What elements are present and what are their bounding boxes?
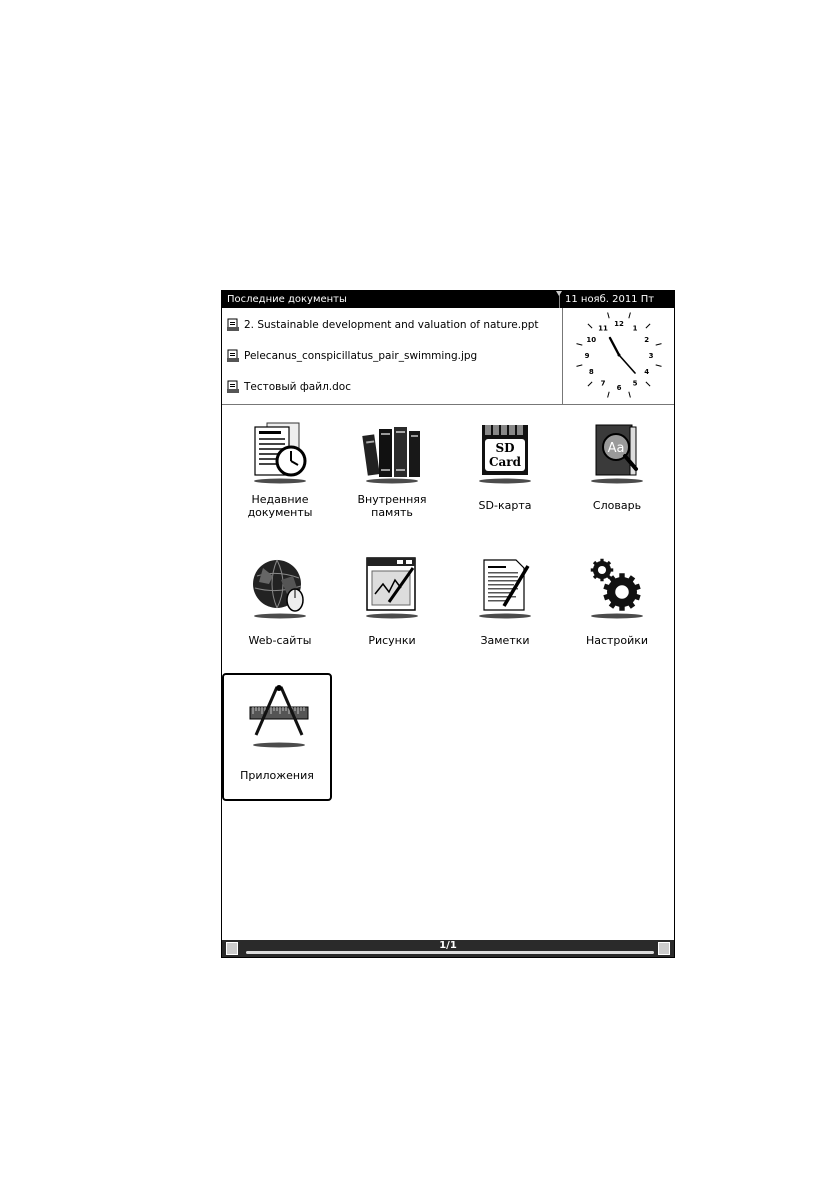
menu-label: Настройки bbox=[585, 634, 649, 647]
recent-document-item[interactable] bbox=[226, 378, 351, 396]
document-icon bbox=[226, 380, 240, 394]
clock-tick bbox=[646, 324, 650, 328]
clock-tick bbox=[608, 392, 610, 398]
document-icon bbox=[226, 349, 240, 363]
clock-tick bbox=[576, 365, 582, 367]
menu-label: SD-карта bbox=[478, 499, 532, 512]
clock-tick bbox=[629, 312, 631, 318]
gear-icon bbox=[584, 554, 650, 620]
recent-document-name: Pelecanus_conspicillatus_pair_swimming.jpg bbox=[244, 350, 478, 362]
recent-documents-icon bbox=[247, 419, 313, 485]
menu-label: Рисунки bbox=[368, 634, 416, 647]
page-indicator: 1/1 bbox=[439, 940, 457, 951]
recent-document-item[interactable] bbox=[226, 347, 477, 365]
clock-tick bbox=[608, 312, 610, 318]
clock-tick bbox=[576, 344, 582, 346]
globe-icon bbox=[247, 554, 313, 620]
dictionary-icon bbox=[584, 419, 650, 485]
clock-numeral: 6 bbox=[616, 384, 622, 392]
pin-icon bbox=[559, 291, 560, 308]
clock-numeral: 7 bbox=[600, 379, 606, 388]
sd-card-icon bbox=[472, 419, 538, 485]
menu-label: Внутренняя память bbox=[357, 493, 427, 519]
page-scrollbar[interactable] bbox=[246, 951, 654, 954]
clock-tick bbox=[656, 365, 662, 367]
menu-label: Приложения bbox=[240, 769, 314, 782]
menu-sd-card[interactable] bbox=[450, 411, 560, 539]
recent-documents-list bbox=[222, 308, 562, 405]
battery-icon bbox=[658, 942, 670, 955]
hour-hand bbox=[610, 338, 619, 355]
clock-numeral: 11 bbox=[598, 324, 608, 333]
dictionary-aa-text: Aa bbox=[607, 441, 625, 456]
compass-icon bbox=[246, 683, 312, 749]
clock-numeral: 8 bbox=[588, 368, 594, 376]
reader-home-screen bbox=[221, 290, 675, 958]
menu-internal-memory[interactable] bbox=[337, 411, 447, 539]
clock-tick bbox=[588, 382, 592, 386]
clock-widget bbox=[562, 308, 675, 405]
recent-document-item[interactable] bbox=[226, 316, 539, 334]
clock-tick bbox=[646, 382, 650, 386]
clock-numeral: 9 bbox=[584, 352, 590, 360]
bottom-bar bbox=[222, 940, 674, 957]
menu-notes[interactable] bbox=[450, 546, 560, 674]
menu-label: Web-сайты bbox=[248, 634, 312, 647]
menu-recent-documents[interactable] bbox=[225, 411, 335, 539]
drawing-icon bbox=[359, 554, 425, 620]
clock-numeral: 2 bbox=[644, 336, 650, 344]
analog-clock-icon bbox=[563, 308, 675, 404]
clock-numeral: 5 bbox=[632, 379, 638, 388]
recent-documents-title: Последние документы bbox=[227, 294, 347, 305]
menu-settings[interactable] bbox=[562, 546, 672, 674]
menu-websites[interactable] bbox=[225, 546, 335, 674]
recent-document-name: Тестовый файл.doc bbox=[244, 381, 351, 393]
clock-tick bbox=[588, 324, 592, 328]
menu-dictionary[interactable] bbox=[562, 411, 672, 539]
books-icon bbox=[359, 419, 425, 485]
clock-numeral: 3 bbox=[648, 352, 654, 360]
notes-icon bbox=[472, 554, 538, 620]
date-label: 11 нояб. 2011 Пт bbox=[565, 294, 655, 305]
document-icon bbox=[226, 318, 240, 332]
clock-numeral: 1 bbox=[632, 324, 638, 333]
menu-label: Словарь bbox=[592, 499, 642, 512]
top-bar bbox=[222, 291, 674, 308]
clock-tick bbox=[629, 392, 631, 398]
menu-label: Недавние документы bbox=[247, 493, 313, 519]
clock-tick bbox=[656, 344, 662, 346]
sd-card-label-card: Card bbox=[488, 455, 522, 469]
menu-applications[interactable] bbox=[222, 673, 332, 801]
clock-numeral: 10 bbox=[586, 336, 597, 344]
recent-document-name: 2. Sustainable development and valuation of nature.ppt bbox=[244, 319, 539, 331]
clock-numeral: 12 bbox=[614, 320, 624, 328]
minute-hand bbox=[619, 355, 635, 373]
menu-label: Заметки bbox=[480, 634, 530, 647]
menu-drawings[interactable] bbox=[337, 546, 447, 674]
sd-card-label-sd: SD bbox=[495, 441, 515, 455]
clock-numeral: 4 bbox=[644, 368, 650, 376]
